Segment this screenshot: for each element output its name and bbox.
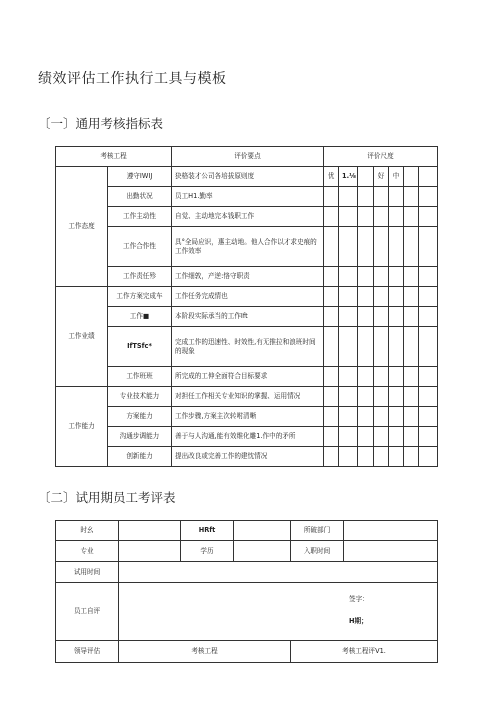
criterion-point: 所完成的工伸全面符合目标要求 [172, 367, 324, 387]
score-cell[interactable] [419, 307, 438, 327]
score-cell[interactable] [419, 207, 438, 227]
score-cell[interactable] [358, 167, 374, 187]
criterion-point: 本阶段实际承当的工作Ift [172, 307, 324, 327]
score-cell[interactable] [404, 287, 419, 307]
date-label: H期； [349, 617, 368, 625]
criterion-name: 遵守IWIJ [108, 167, 172, 187]
group-label: 工作态度 [56, 167, 108, 287]
criterion-point: 㹟格装才公司各培拔原则度 [172, 167, 324, 187]
score-cell[interactable] [389, 187, 404, 207]
score-cell[interactable] [374, 227, 389, 267]
score-cell[interactable] [419, 387, 438, 407]
score-cell[interactable] [374, 287, 389, 307]
header-evaluation-points: 评价要点 [172, 147, 324, 167]
entry-date-label: 入职时间 [291, 541, 344, 562]
score-cell[interactable] [389, 307, 404, 327]
probation-evaluation-table [55, 520, 438, 663]
score-cell[interactable] [374, 407, 389, 427]
entry-date-field[interactable] [344, 541, 438, 562]
score-cell[interactable] [389, 207, 404, 227]
criterion-name: 沟通步调能力 [108, 427, 172, 447]
department-field[interactable] [344, 521, 438, 541]
score-cell[interactable] [324, 387, 339, 407]
section-2-heading: 〔二〕试用期员工考评表 [38, 490, 176, 505]
score-cell[interactable] [389, 407, 404, 427]
score-cell[interactable] [339, 367, 358, 387]
score-cell[interactable] [419, 327, 438, 367]
score-cell[interactable] [339, 287, 358, 307]
score-cell[interactable] [358, 267, 374, 287]
criterion-point: 工作步骤,方案主次转咐清晰 [172, 407, 324, 427]
criterion-point: 提出改良或完善工作的建忱情况 [172, 447, 324, 467]
name-field[interactable] [119, 521, 181, 541]
criterion-point: 员工H1.勤率 [172, 187, 324, 207]
score-cell[interactable] [339, 267, 358, 287]
score-cell[interactable] [404, 307, 419, 327]
score-cell[interactable] [389, 447, 404, 467]
score-cell[interactable] [389, 427, 404, 447]
education-field[interactable] [234, 541, 291, 562]
score-cell[interactable] [404, 407, 419, 427]
header-evaluation-scale: 评价尺度 [324, 147, 438, 167]
score-cell[interactable] [419, 227, 438, 267]
score-cell[interactable] [374, 367, 389, 387]
criterion-name: 创新能力 [108, 447, 172, 467]
criterion-name: 工作主动性 [108, 207, 172, 227]
score-cell[interactable] [324, 307, 339, 327]
score-cell[interactable] [419, 187, 438, 207]
leader-evaluation-label: 领导评估 [56, 641, 119, 663]
score-cell[interactable] [404, 367, 419, 387]
score-cell[interactable] [389, 287, 404, 307]
group-label: 工作业绩 [56, 287, 108, 387]
score-cell[interactable] [324, 447, 339, 467]
score-cell[interactable] [419, 287, 438, 307]
score-cell[interactable] [404, 447, 419, 467]
score-cell[interactable] [358, 407, 374, 427]
score-cell[interactable] [324, 227, 339, 267]
score-cell[interactable] [419, 267, 438, 287]
gender-label: HRft [181, 521, 234, 541]
score-cell[interactable] [324, 207, 339, 227]
score-cell[interactable] [339, 207, 358, 227]
score-cell[interactable] [389, 327, 404, 367]
criterion-point: 完成工作的迅速性、时效性,有无推拉和浪班时间的现象 [172, 327, 324, 367]
score-cell[interactable] [404, 387, 419, 407]
criterion-name: 工作责任殄 [108, 267, 172, 287]
score-cell[interactable] [324, 327, 339, 367]
scale-label: 1.⅛ [339, 167, 358, 187]
score-cell[interactable] [358, 187, 374, 207]
scale-label: 优 [324, 167, 339, 187]
criterion-point: 对担任工作相关专业知识的掌握、运用情况 [172, 387, 324, 407]
major-label: 专业 [56, 541, 119, 562]
score-cell[interactable] [358, 207, 374, 227]
general-assessment-table [55, 146, 438, 467]
score-cell[interactable] [374, 427, 389, 447]
score-cell[interactable] [339, 307, 358, 327]
self-evaluation-label: 员工自评 [56, 583, 119, 641]
scale-label: 中 [389, 167, 404, 187]
score-cell[interactable] [339, 227, 358, 267]
criterion-name: 专业技术能力 [108, 387, 172, 407]
score-cell[interactable] [374, 387, 389, 407]
score-cell[interactable] [358, 367, 374, 387]
score-cell[interactable] [339, 187, 358, 207]
criterion-point: 具°全局应识，惠主动地。他人合作以才求史痕的工作效率 [172, 227, 324, 267]
score-cell[interactable] [389, 267, 404, 287]
criterion-name: 工作■ [108, 307, 172, 327]
education-label: 学历 [181, 541, 234, 562]
criterion-name: 出勤状况 [108, 187, 172, 207]
score-cell[interactable] [404, 207, 419, 227]
score-cell[interactable] [358, 287, 374, 307]
score-cell[interactable] [389, 227, 404, 267]
score-cell[interactable] [404, 167, 419, 187]
major-field[interactable] [119, 541, 181, 562]
name-label: 时幺 [56, 521, 119, 541]
score-cell[interactable] [374, 307, 389, 327]
score-cell[interactable] [374, 187, 389, 207]
score-cell[interactable] [358, 387, 374, 407]
criterion-point: 善于与人沟通,能有效维化雕1.作中的矛所 [172, 427, 324, 447]
score-cell[interactable] [419, 447, 438, 467]
score-cell[interactable] [419, 167, 438, 187]
score-cell[interactable] [404, 187, 419, 207]
assessment-item-label: 考核工程 [119, 641, 291, 663]
header-assessment-item: 考核工程 [56, 147, 172, 167]
score-cell[interactable] [374, 207, 389, 227]
self-evaluation-field[interactable] [119, 583, 438, 641]
score-cell[interactable] [324, 407, 339, 427]
criterion-name: 工作班班 [108, 367, 172, 387]
score-cell[interactable] [324, 187, 339, 207]
score-cell[interactable] [419, 427, 438, 447]
score-cell[interactable] [324, 287, 339, 307]
assessment-item-score-label: 考核工程评V1. [291, 641, 438, 663]
score-cell[interactable] [324, 367, 339, 387]
score-cell[interactable] [404, 427, 419, 447]
score-cell[interactable] [358, 327, 374, 367]
signature-label: 签字： [349, 595, 369, 603]
score-cell[interactable] [339, 407, 358, 427]
score-cell[interactable] [324, 427, 339, 447]
score-cell[interactable] [374, 327, 389, 367]
score-cell[interactable] [358, 307, 374, 327]
criterion-point: 自觉、主动地完本钱职工作 [172, 207, 324, 227]
score-cell[interactable] [339, 387, 358, 407]
group-label: 工作能力 [56, 387, 108, 467]
score-cell[interactable] [358, 447, 374, 467]
department-label: 所破部门 [291, 521, 344, 541]
score-cell[interactable] [389, 387, 404, 407]
score-cell[interactable] [324, 267, 339, 287]
score-cell[interactable] [374, 447, 389, 467]
trial-period-field[interactable] [119, 562, 438, 583]
criterion-name: 方案能力 [108, 407, 172, 427]
criterion-point: 工作任务完成情也 [172, 287, 324, 307]
criterion-name: IfTSfc* [108, 327, 172, 367]
gender-field[interactable] [234, 521, 291, 541]
criterion-name: 工作方案完成车 [108, 287, 172, 307]
score-cell[interactable] [339, 447, 358, 467]
score-cell[interactable] [339, 427, 358, 447]
score-cell[interactable] [358, 427, 374, 447]
score-cell[interactable] [389, 367, 404, 387]
score-cell[interactable] [358, 227, 374, 267]
score-cell[interactable] [419, 407, 438, 427]
criterion-name: 工作合作性 [108, 227, 172, 267]
score-cell[interactable] [404, 227, 419, 267]
score-cell[interactable] [339, 327, 358, 367]
trial-period-label: 试用时间 [56, 562, 119, 583]
scale-label: 好 [374, 167, 389, 187]
criterion-point: 工作细敦，产逆:恪守职责 [172, 267, 324, 287]
score-cell[interactable] [404, 267, 419, 287]
score-cell[interactable] [404, 327, 419, 367]
section-1-heading: 〔一〕通用考核指标表 [38, 116, 164, 131]
score-cell[interactable] [374, 267, 389, 287]
score-cell[interactable] [419, 367, 438, 387]
document-title: 绩效评估工作执行工具与模板 [38, 71, 227, 87]
